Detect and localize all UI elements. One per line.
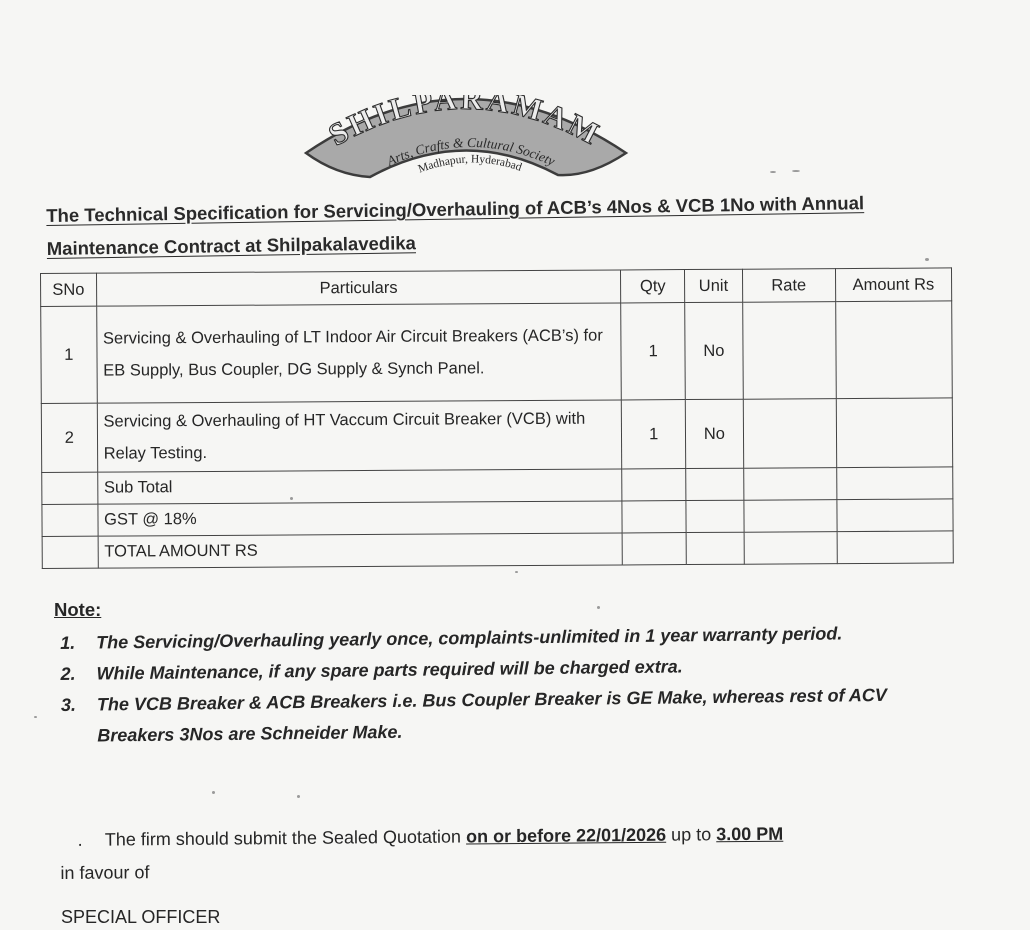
note-number: 3. <box>60 694 77 715</box>
specification-table <box>40 267 954 569</box>
deadline-time: 3.00 PM <box>716 823 784 845</box>
row-qty: 1 <box>621 303 685 400</box>
row-unit: No <box>685 302 743 399</box>
scan-speck <box>34 716 37 718</box>
shilparamam-logo <box>300 95 630 195</box>
subtotal-label: Sub Total <box>97 469 622 504</box>
row-rate <box>742 302 836 400</box>
row-amount <box>835 301 952 399</box>
header-qty: Qty <box>621 270 685 303</box>
submission-instruction <box>60 816 921 890</box>
scan-speck <box>515 571 518 573</box>
scan-speck <box>792 170 800 172</box>
header-particulars: Particulars <box>96 270 621 306</box>
logo-name-text: SHILPARAMAM <box>322 95 608 153</box>
gst-label: GST @ 18% <box>98 501 623 536</box>
note-heading: Note: <box>54 599 102 620</box>
header-sno: SNo <box>41 273 97 306</box>
logo-emblem <box>300 95 630 195</box>
submission-text-after: in favour of <box>60 862 150 883</box>
row-sno: 2 <box>41 403 97 472</box>
row-qty: 1 <box>622 400 686 469</box>
header-unit: Unit <box>685 269 743 302</box>
empty-cell <box>622 469 686 501</box>
empty-cell <box>42 504 98 536</box>
empty-cell <box>743 468 836 501</box>
row-sno: 1 <box>41 306 97 403</box>
scan-speck <box>212 791 215 794</box>
empty-cell <box>744 500 837 533</box>
total-label: TOTAL AMOUNT RS <box>98 533 623 568</box>
submission-text: The firm should submit the Sealed Quotation <box>104 826 462 850</box>
empty-cell <box>42 472 98 504</box>
row-particulars: Servicing & Overhauling of LT Indoor Air Circuit Breakers (ACB’s) for EB Supply, Bus Coupler, DG Supply & Synch Panel. <box>96 303 621 403</box>
note-number: 2. <box>60 663 76 684</box>
empty-cell <box>686 468 744 500</box>
empty-cell <box>744 532 837 565</box>
deadline-date: on or before 22/01/2026 <box>465 824 667 847</box>
scan-speck <box>597 606 600 609</box>
table-header-row <box>41 268 952 307</box>
row-amount <box>836 398 953 468</box>
row-particulars: Servicing & Overhauling of HT Vaccum Circuit Breaker (VCB) with Relay Testing. <box>97 400 622 472</box>
row-unit: No <box>685 399 743 468</box>
addressee: SPECIAL OFFICER <box>61 907 221 927</box>
document-title: The Technical Specification for Servicing/Overhauling of ACB’s 4Nos & VCB 1No with Annual Maintenance Contract at Shilpakalavedika <box>46 192 865 259</box>
scan-speck <box>925 258 929 261</box>
header-amount: Amount Rs <box>835 268 952 302</box>
empty-cell <box>837 531 954 564</box>
table-row <box>41 301 953 404</box>
list-item <box>61 680 912 752</box>
logo-society-text: Arts, Crafts & Cultural Society <box>384 134 558 169</box>
empty-cell <box>686 500 744 532</box>
empty-cell <box>836 467 953 500</box>
note-text: The Servicing/Overhauling yearly once, complaints-unlimited in 1 year warranty period. <box>96 623 843 653</box>
scan-speck <box>290 497 293 500</box>
note-text: The VCB Breaker & ACB Breakers i.e. Bus Coupler Breaker is GE Make, whereas rest of ACV Breakers 3Nos are Schneider Make. <box>96 684 887 746</box>
note-number: 1. <box>60 632 76 653</box>
empty-cell <box>622 533 686 565</box>
empty-cell <box>686 532 744 564</box>
note-list <box>60 618 911 752</box>
scan-speck <box>297 795 300 798</box>
scan-speck <box>770 171 776 173</box>
submission-text-mid: up to <box>671 824 712 845</box>
empty-cell <box>42 536 98 568</box>
row-rate <box>743 399 836 469</box>
total-row <box>42 531 953 569</box>
header-rate: Rate <box>742 269 835 303</box>
note-text: While Maintenance, if any spare parts required will be charged extra. <box>96 656 683 684</box>
empty-cell <box>837 499 954 532</box>
bullet-dot: . <box>77 829 83 850</box>
empty-cell <box>622 501 686 533</box>
logo-location-text: Madhapur, Hyderabad <box>416 153 524 176</box>
table-row <box>41 398 952 473</box>
